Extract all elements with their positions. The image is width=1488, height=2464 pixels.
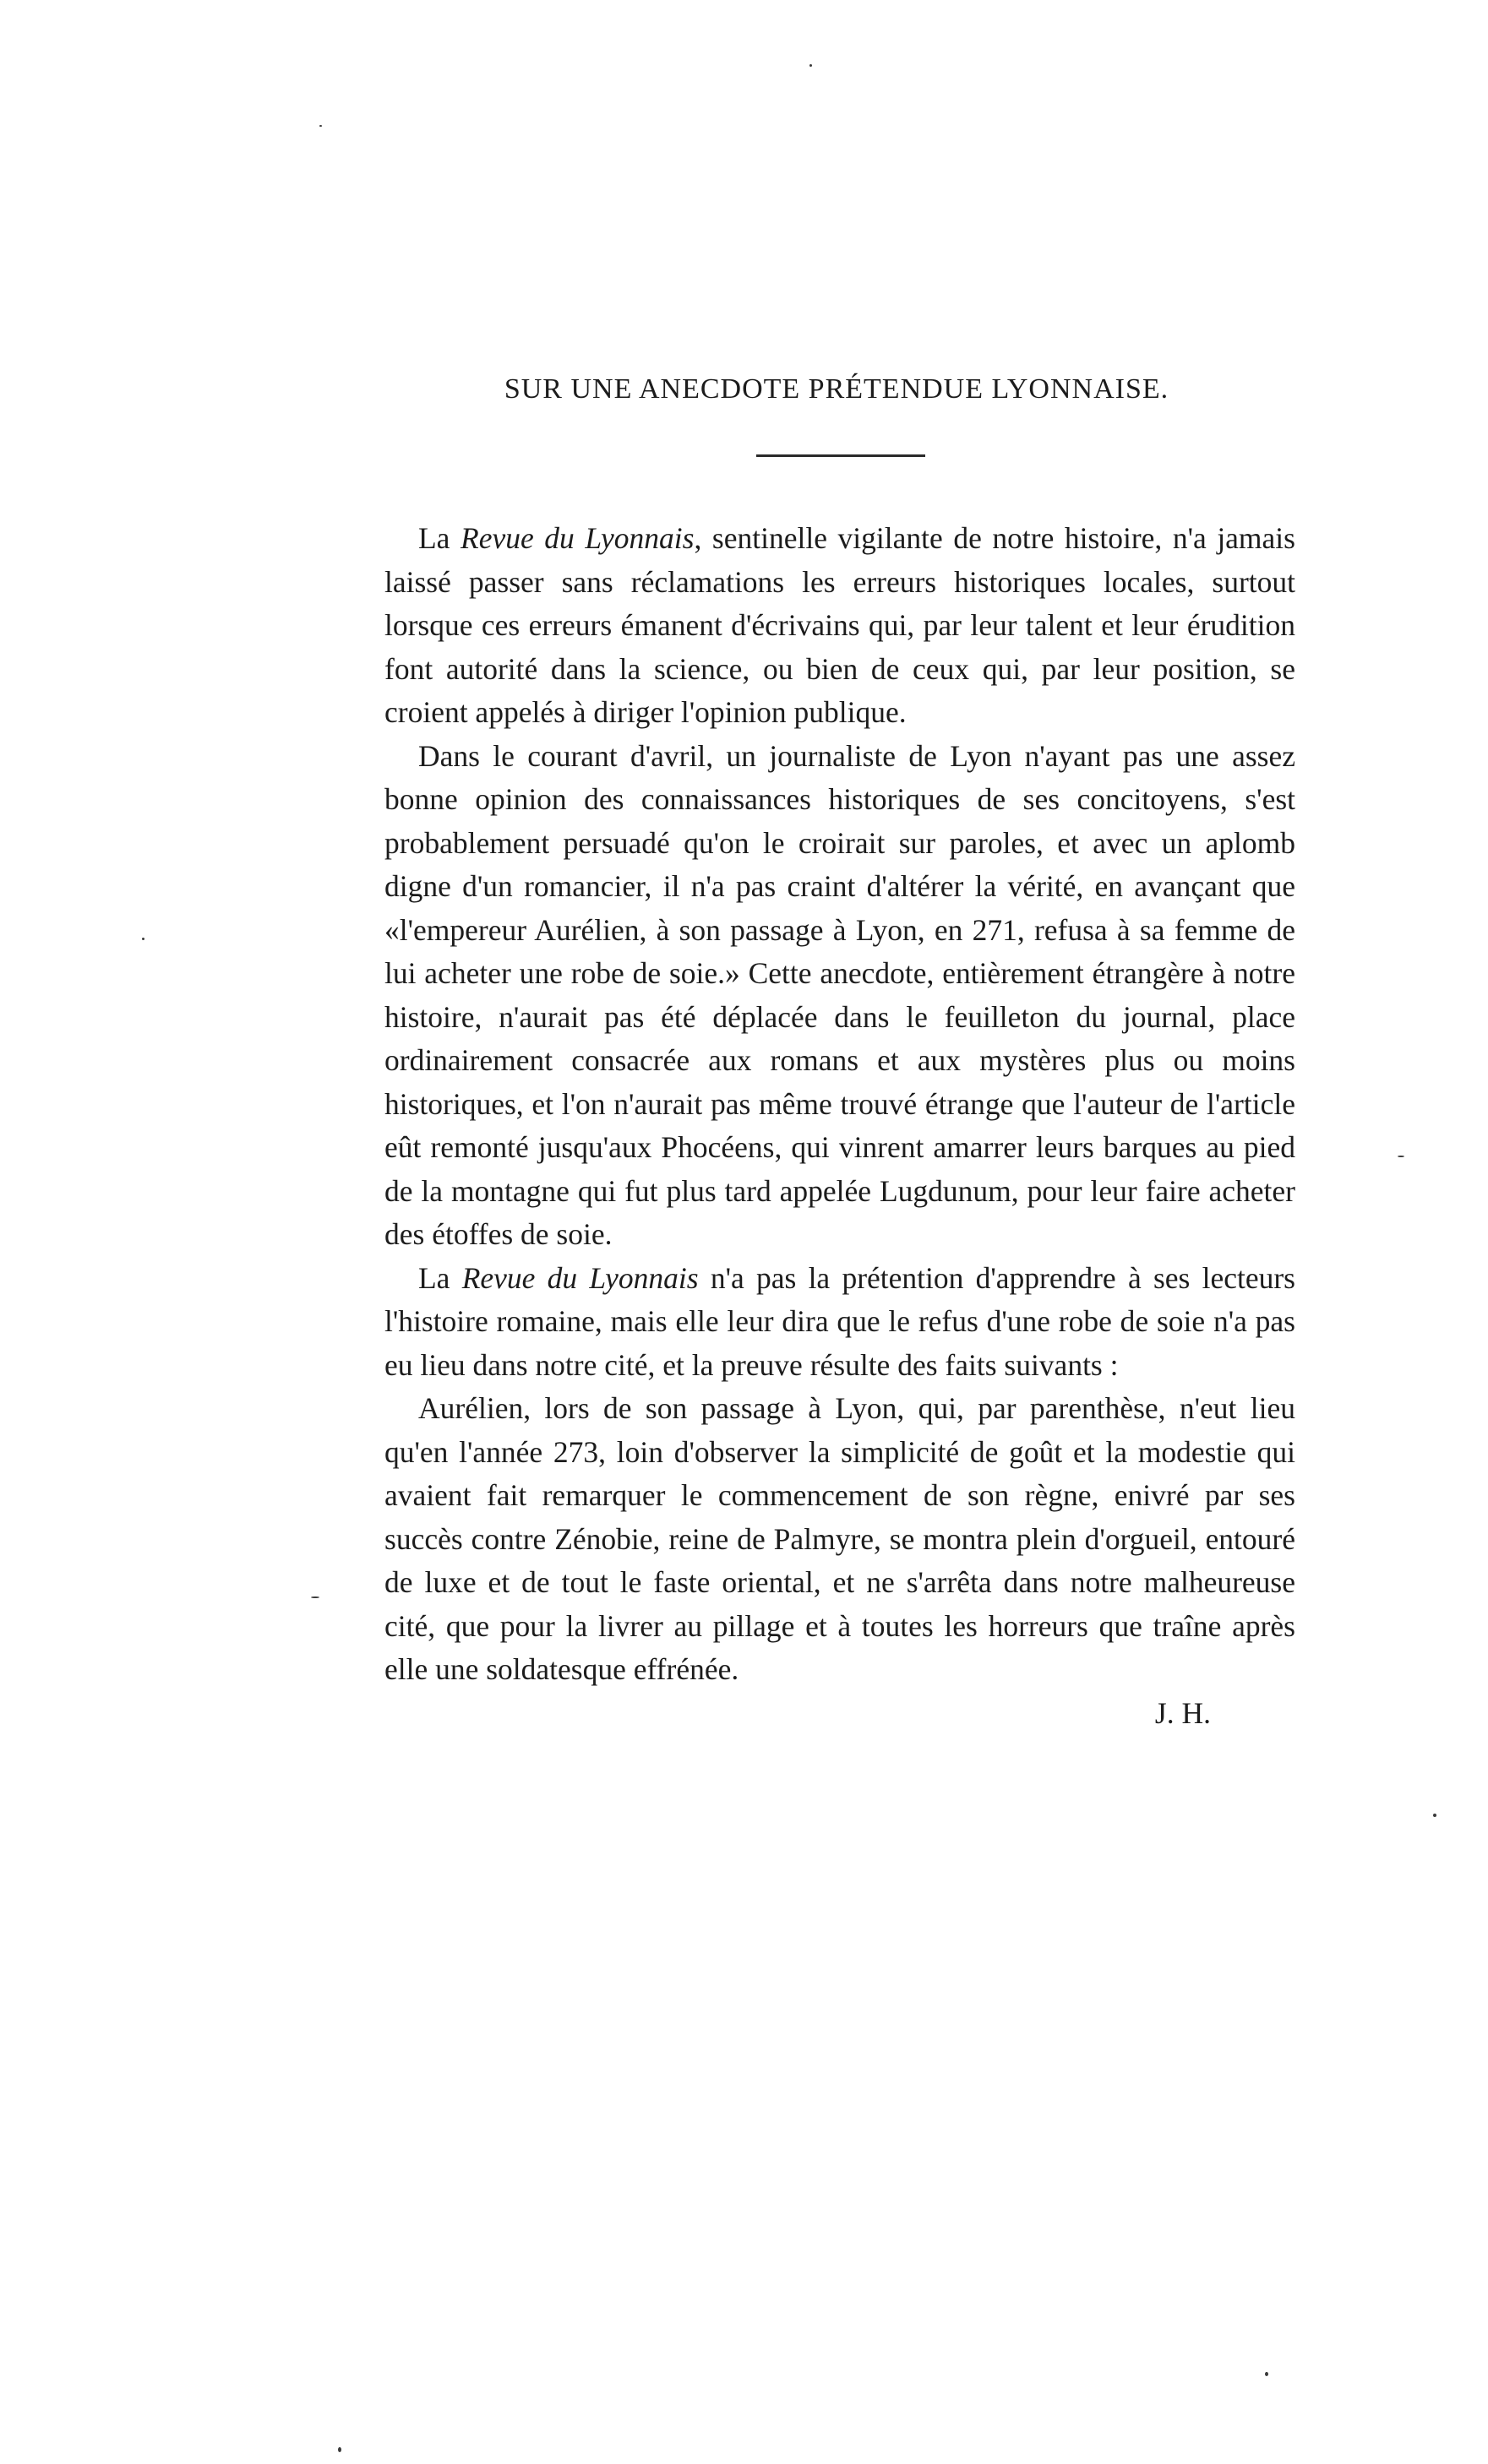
paragraph-1-text: , sentinelle vigilante de notre histoire, n'a jamais laissé passer sans réclamations les erreurs historiques locales, surtout lorsque ces erreurs émanent d'écrivains qui, par leur talent et leur érudition font autorité dans la science, ou bien de ceux qui, par leur position, se croient appelés à diriger l'opinion publique. xyxy=(384,521,1295,729)
scan-speck xyxy=(338,2447,341,2452)
paragraph-4-text: Aurélien, lors de son passage à Lyon, qui, par parenthèse, n'eut lieu qu'en l'année 273, loin d'observer la simplicité de goût et la modestie qui avaient fait remarquer le commencement de son règne, enivré par ses succès contre Zénobie, reine de Palmyre, se montra plein d'orgueil, entouré de luxe et de tout le faste oriental, et ne s'arrêta dans notre malheureuse cité, que pour la livrer au pillage et à toutes les horreurs que traîne après elle une soldatesque effrénée. xyxy=(384,1391,1295,1686)
paragraph-3-text: n'a pas la prétention d'apprendre à ses lecteurs l'histoire romaine, mais elle leur dira que le refus d'une robe de soie n'a pas eu lieu dans notre cité, et la preuve résulte des faits suivants : xyxy=(384,1260,1295,1382)
scan-speck xyxy=(1265,2372,1268,2376)
scan-speck xyxy=(1398,1156,1404,1157)
scan-speck xyxy=(311,1596,319,1598)
paragraph-1-lead: La xyxy=(418,521,461,555)
paragraph-1 xyxy=(384,517,1295,735)
signature: J. H. xyxy=(1154,1695,1211,1730)
scan-speck xyxy=(142,938,144,940)
scan-speck xyxy=(809,64,812,67)
title-rule xyxy=(756,454,925,457)
journal-name: Revue du Lyonnais xyxy=(461,521,695,555)
paragraph-3-lead: La xyxy=(418,1260,462,1295)
paragraph-2: Dans le courant d'avril, un journaliste de Lyon n'ayant pas une assez bonne opinion des connaissances historiques de ses concitoyens, s'est probablement persuadé qu'on le croirait sur paroles, et avec un aplomb digne d'un romancier, il n'a pas craint d'altérer la vérité, en avançant que «l'empereur Aurélien, à son passage à Lyon, en 271, refusa à sa femme de lui acheter une robe de soie.» Cette anecdote, entièrement étrangère à notre histoire, n'aurait pas été déplacée dans le feuilleton du journal, place ordinairement consacrée aux romans et aux mystères plus ou moins historiques, et l'on n'aurait pas même trouvé étrange que l'auteur de l'article eût remonté jusqu'aux Phocéens, qui vinrent amarrer leurs barques au pied de la montagne qui fut plus tard appelée Lugdunum, pour leur faire acheter des étoffes de soie. xyxy=(384,738,1295,1251)
signature-line xyxy=(384,1692,1295,1736)
paragraph-3 xyxy=(384,1257,1295,1388)
journal-name: Revue du Lyonnais xyxy=(461,1260,699,1295)
scan-speck xyxy=(1433,1814,1436,1817)
article-title: SUR UNE ANECDOTE PRÉTENDUE LYONNAISE. xyxy=(504,373,1169,405)
article-body xyxy=(384,517,1295,1735)
scan-speck xyxy=(319,125,322,127)
paragraph-4 xyxy=(384,1387,1295,1692)
